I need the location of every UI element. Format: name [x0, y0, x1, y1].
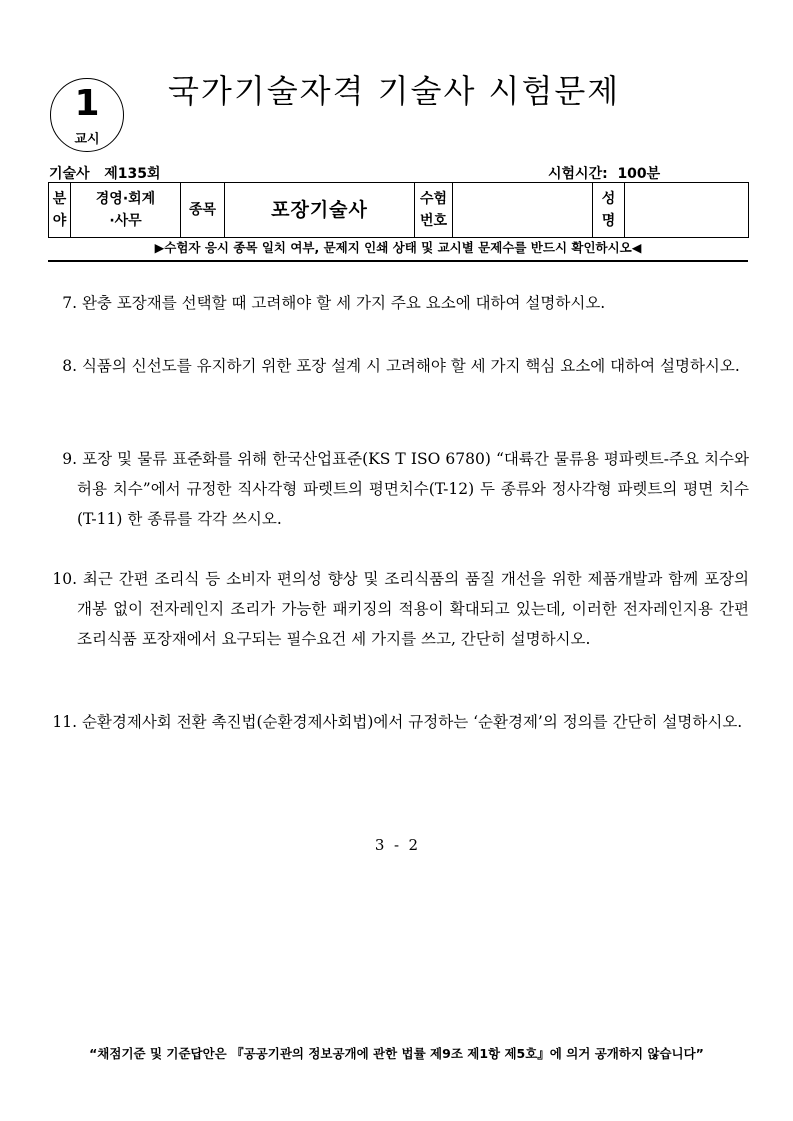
question-text: 순환경제사회 전환 촉진법(순환경제사회법)에서 규정하는 ‘순환경제’의 정의를 간단히 설명하시오.	[81, 713, 743, 731]
question-text: 최근 간편 조리식 등 소비자 편의성 향상 및 조리식품의 품질 개선을 위한 제품개발과 함께 포장의 개봉 없이 전자레인지 조리가 가능한 패키징의 적용이 확대되고 있는데, 이러한 전자레인지용 간편 조리식품 포장재에서 요구되는 필수요건 세 가지를 쓰고, 간단히 설명하시오.	[77, 570, 749, 648]
footer-notice: “채점기준 및 기준답안은 『공공기관의 정보공개에 관한 법률 제9조 제1항 제5호』에 의거 공개하지 않습니다”	[89, 1046, 704, 1061]
exam-number-label-line2: 번호	[419, 213, 448, 229]
name-label-line1: 성	[601, 191, 616, 207]
exam-time: 시험시간: 100분	[548, 166, 661, 182]
exam-round: 기술사 제135회	[49, 166, 161, 182]
question-9	[49, 444, 749, 534]
field-label-line2: 야	[52, 213, 67, 229]
question-number: 9.	[62, 450, 77, 468]
session-badge	[50, 78, 124, 152]
exam-number-field[interactable]	[453, 183, 593, 238]
exam-number-label	[415, 183, 453, 238]
type-label: 종목	[181, 183, 225, 238]
name-label	[593, 183, 625, 238]
question-11	[49, 707, 749, 737]
field-value	[71, 183, 181, 238]
question-7	[49, 288, 749, 318]
check-notice: ▶수험자 응시 종목 일치 여부, 문제지 인쇄 상태 및 교시별 문제수를 반드시 확인하시오◀	[48, 238, 748, 262]
session-number: 1	[74, 83, 100, 124]
subject-name: 포장기술사	[225, 183, 415, 238]
page-title: 국가기술자격 기술사 시험문제	[168, 72, 621, 110]
question-number: 8.	[62, 357, 77, 375]
field-value-line1: 경영·회계	[95, 191, 156, 207]
name-label-line2: 명	[601, 213, 616, 229]
question-8	[49, 351, 749, 381]
exam-number-label-line1: 수험	[419, 191, 448, 207]
question-number: 11.	[52, 713, 77, 731]
name-field[interactable]	[625, 183, 749, 238]
question-10	[49, 564, 749, 654]
question-number: 10.	[52, 570, 77, 588]
field-label-line1: 분	[52, 191, 67, 207]
field-value-line2: ·사무	[109, 213, 142, 229]
question-text: 완충 포장재를 선택할 때 고려해야 할 세 가지 주요 요소에 대하여 설명하시오.	[81, 294, 606, 312]
session-label: 교시	[74, 132, 100, 147]
question-text: 식품의 신선도를 유지하기 위한 포장 설계 시 고려해야 할 세 가지 핵심 요소에 대하여 설명하시오.	[81, 357, 740, 375]
question-text: 포장 및 물류 표준화를 위해 한국산업표준(KS T ISO 6780) “대륙간 물류용 평파렛트-주요 치수와 허용 치수”에서 규정한 직사각형 파렛트의 평면치수(T-12) 두 종류와 정사각형 파렛트의 평면 치수(T-11) 한 종류를 각각 쓰시오.	[77, 450, 749, 528]
field-label	[49, 183, 71, 238]
question-number: 7.	[62, 294, 77, 312]
page-number: 3 - 2	[374, 836, 419, 854]
exam-info-table	[48, 182, 749, 238]
